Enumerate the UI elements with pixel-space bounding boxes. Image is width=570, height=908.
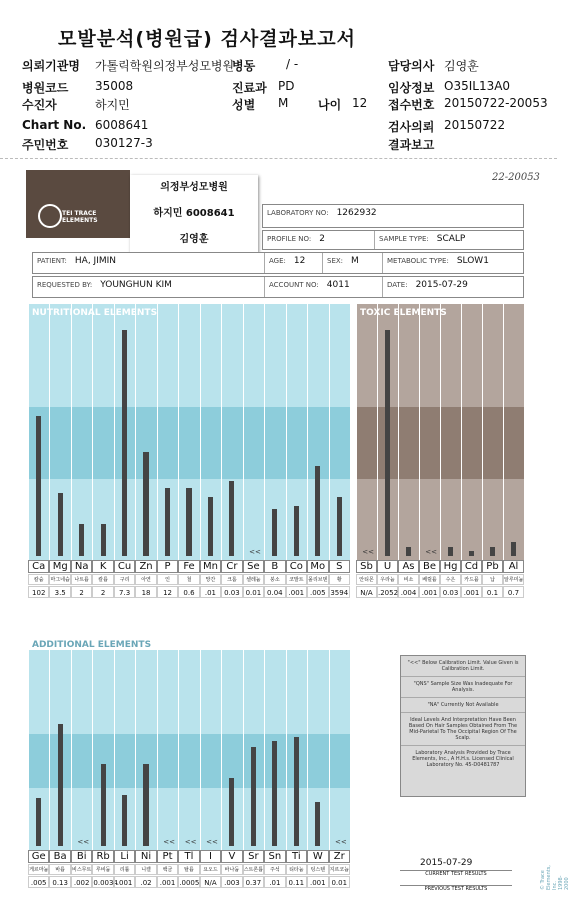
element-value: .02 xyxy=(135,876,156,888)
element-value: 0.03 xyxy=(221,586,242,598)
element-korean-name: 리튬 xyxy=(114,864,135,875)
element-value: 2 xyxy=(71,586,92,598)
element-korean-name: 요오드 xyxy=(200,864,221,875)
element-value: 0.04 xyxy=(264,586,285,598)
globe-icon xyxy=(38,204,62,228)
element-column xyxy=(440,304,461,560)
hdr-value: 20150722-20053 xyxy=(444,96,548,110)
form-row-lab xyxy=(262,204,524,228)
element-value: .001 xyxy=(419,586,440,598)
hdr-value: / - xyxy=(286,57,299,71)
lab-no: 1262932 xyxy=(336,208,377,218)
element-korean-name: 철 xyxy=(178,574,199,585)
form-label: LABORATORY NO: xyxy=(267,209,329,217)
element-column xyxy=(461,304,482,560)
element-bar xyxy=(143,452,148,556)
hdr-value: 12 xyxy=(352,96,368,110)
toxic-title: TOXIC ELEMENTS xyxy=(360,308,447,318)
element-symbol: Cr xyxy=(221,560,242,573)
element-bar xyxy=(101,764,106,846)
element-symbol: Sb xyxy=(356,560,377,573)
element-symbol: Cd xyxy=(461,560,482,573)
element-symbol: Ca xyxy=(28,560,49,573)
hdr-label: 병원코드 xyxy=(22,81,69,95)
element-value: .001 xyxy=(307,876,328,888)
element-korean-name: 티타늄 xyxy=(286,864,307,875)
element-symbol: As xyxy=(398,560,419,573)
element-value: 0.0034 xyxy=(92,876,113,888)
element-symbol: Ge xyxy=(28,850,49,863)
element-symbol: Co xyxy=(286,560,307,573)
element-symbol: Rb xyxy=(92,850,113,863)
element-column xyxy=(419,304,440,560)
nutritional-elements-chart xyxy=(28,304,350,560)
below-limit-mark: << xyxy=(249,548,261,556)
nutritional-title: NUTRITIONAL ELEMENTS xyxy=(32,308,158,318)
copyright: © Trace Elements, Inc. 1998-2000 xyxy=(540,865,570,890)
element-column xyxy=(157,650,178,850)
hdr-label: 진료과 xyxy=(232,81,267,95)
sticker-patient: 하지민 6008641 xyxy=(153,208,235,219)
element-bar xyxy=(229,481,234,556)
note-text: "QNS" Sample Size Was Inadequate For Analysis. xyxy=(401,677,525,698)
element-korean-name: 탈륨 xyxy=(178,864,199,875)
hdr-value: 김영훈 xyxy=(444,59,479,73)
form-row-request xyxy=(32,276,524,298)
element-column xyxy=(398,304,419,560)
below-limit-mark: << xyxy=(77,838,90,846)
metabolic-type: SLOW1 xyxy=(456,256,489,266)
hdr-label: 접수번호 xyxy=(388,98,435,112)
element-korean-name: 인 xyxy=(157,574,178,585)
hdr-label: 성별 xyxy=(232,98,256,112)
element-korean-name: 백금 xyxy=(157,864,178,875)
hdr-label: 검사의뢰 xyxy=(388,120,435,134)
element-value: .004 xyxy=(398,586,419,598)
element-symbol: Pb xyxy=(482,560,503,573)
hdr-label: 병동 xyxy=(232,59,256,73)
element-symbol: Hg xyxy=(440,560,461,573)
element-column xyxy=(329,650,350,850)
element-korean-name: 셀레늄 xyxy=(243,574,264,585)
profile-no: 2 xyxy=(319,234,325,244)
below-limit-mark: << xyxy=(334,838,347,846)
note-text: Ideal Levels And Interpretation Have Been Based On Hair Samples Obtained From The Mid-Parietal To The Occipital Region Of The Scalp. xyxy=(401,713,525,746)
element-value: 0.1 xyxy=(482,586,503,598)
element-value: 3.5 xyxy=(49,586,70,598)
hdr-label: 담당의사 xyxy=(388,59,435,73)
hdr-value: 가톨릭학원의정부성모병원 xyxy=(95,59,235,73)
element-korean-name: 지르코늄 xyxy=(329,864,350,875)
patient-name: HA, JIMIN xyxy=(74,256,116,266)
form-row-patient xyxy=(32,252,524,274)
element-symbol: Tl xyxy=(178,850,199,863)
element-korean-name: 주석 xyxy=(264,864,285,875)
element-column xyxy=(71,304,92,560)
element-value: .001 xyxy=(157,876,178,888)
element-korean-name: 칼슘 xyxy=(28,574,49,585)
element-bar xyxy=(337,497,342,556)
element-value: 0.7 xyxy=(503,586,524,598)
element-korean-name: 스트론튬 xyxy=(243,864,264,875)
element-symbol: Ba xyxy=(49,850,70,863)
element-korean-name: 몰리브덴 xyxy=(307,574,328,585)
form-label: ACCOUNT NO: xyxy=(269,281,319,289)
element-bar xyxy=(36,416,41,556)
report-date: 2015-07-29 xyxy=(415,280,468,290)
element-symbol: B xyxy=(264,560,285,573)
element-korean-name: 루비듐 xyxy=(92,864,113,875)
sticker-doctor: 김영훈 xyxy=(179,234,209,245)
element-symbol: P xyxy=(157,560,178,573)
element-bar xyxy=(122,330,127,556)
element-symbol: Li xyxy=(114,850,135,863)
element-value: 0.01 xyxy=(329,876,350,888)
hdr-label: 임상정보 xyxy=(388,81,435,95)
element-bar xyxy=(315,802,320,846)
note-text: Laboratory Analysis Provided by Trace Elements, Inc., A H.H.s. Licensed Clinical Laboratory No. 45-D0481787 xyxy=(412,750,514,768)
footer-current: CURRENT TEST RESULTS xyxy=(400,870,512,877)
element-value: 102 xyxy=(28,586,49,598)
element-column xyxy=(243,304,264,560)
element-bar xyxy=(469,551,474,556)
element-symbol: Be xyxy=(419,560,440,573)
hdr-value: 6008641 xyxy=(95,118,149,132)
patient-sticker xyxy=(130,175,258,253)
element-bar xyxy=(229,778,234,846)
element-bar xyxy=(406,547,411,556)
note-text: "<<" Below Calibration Limit. Value Given is Calibration Limit. xyxy=(401,656,525,677)
element-column xyxy=(200,650,221,850)
element-korean-name: 비스무트 xyxy=(71,864,92,875)
element-column xyxy=(356,304,377,560)
element-korean-name: 게르마늄 xyxy=(28,864,49,875)
form-label: METABOLIC TYPE: xyxy=(387,257,449,265)
hdr-value: 20150722 xyxy=(444,118,506,132)
hdr-label: Chart No. xyxy=(22,118,87,132)
footer-previous: PREVIOUS TEST RESULTS xyxy=(400,885,512,892)
requested-by: YOUNGHUN KIM xyxy=(100,280,172,290)
hdr-label: 수진자 xyxy=(22,98,57,112)
hdr-value: PD xyxy=(278,79,295,93)
hdr-label: 나이 xyxy=(318,98,342,112)
element-symbol: Pt xyxy=(157,850,178,863)
element-symbol: I xyxy=(200,850,221,863)
element-symbol: Al xyxy=(503,560,524,573)
element-korean-name: 나트륨 xyxy=(71,574,92,585)
element-value: .2052 xyxy=(377,586,398,598)
form-label: SEX: xyxy=(327,257,344,265)
additional-elements-chart xyxy=(28,640,350,850)
toxic-elements-chart xyxy=(356,304,524,560)
element-korean-name: 황 xyxy=(329,574,350,585)
form-label: PATIENT: xyxy=(37,257,67,265)
element-korean-name: 마그네슘 xyxy=(49,574,70,585)
element-value: .001 xyxy=(114,876,135,888)
element-value: N/A xyxy=(356,586,377,598)
form-label: PROFILE NO: xyxy=(267,235,312,243)
element-value: 3594 xyxy=(329,586,350,598)
element-korean-name: 납 xyxy=(482,574,503,585)
element-korean-name: 코발트 xyxy=(286,574,307,585)
sample-type: SCALP xyxy=(436,234,466,244)
footer-date: 2015-07-29 xyxy=(420,858,473,868)
element-symbol: Sr xyxy=(243,850,264,863)
element-value: .01 xyxy=(264,876,285,888)
element-value: .005 xyxy=(307,586,328,598)
element-column xyxy=(178,650,199,850)
element-value: .003 xyxy=(221,876,242,888)
element-symbol: Sn xyxy=(264,850,285,863)
form-row-profile xyxy=(262,230,524,250)
element-symbol: W xyxy=(307,850,328,863)
element-bar xyxy=(272,509,277,556)
element-value: .001 xyxy=(286,586,307,598)
element-value: .0005 xyxy=(178,876,199,888)
element-bar xyxy=(143,764,148,846)
element-symbol: Na xyxy=(71,560,92,573)
element-bar xyxy=(122,795,127,846)
element-value: 0.6 xyxy=(178,586,199,598)
element-korean-name: 크롬 xyxy=(221,574,242,585)
element-symbol: Fe xyxy=(178,560,199,573)
element-korean-name: 베릴륨 xyxy=(419,574,440,585)
element-bar xyxy=(165,488,170,556)
form-label: SAMPLE TYPE: xyxy=(379,235,429,243)
sticker-hospital: 의정부성모병원 xyxy=(160,182,228,193)
element-korean-name: 알루미늄 xyxy=(503,574,524,585)
element-korean-name: 구리 xyxy=(114,574,135,585)
notes-box xyxy=(400,655,526,797)
element-value: 12 xyxy=(157,586,178,598)
element-value: .005 xyxy=(28,876,49,888)
element-bar xyxy=(58,724,63,846)
element-korean-name: 칼륨 xyxy=(92,574,113,585)
hdr-label: 주민번호 xyxy=(22,138,69,152)
element-symbol: K xyxy=(92,560,113,573)
hdr-value: 하지민 xyxy=(95,98,130,112)
hdr-label: 결과보고 xyxy=(388,138,435,152)
element-bar xyxy=(208,497,213,556)
below-limit-mark: << xyxy=(362,548,375,556)
form-label: DATE: xyxy=(387,281,408,289)
element-bar xyxy=(186,488,191,556)
element-symbol: V xyxy=(221,850,242,863)
element-symbol: Mn xyxy=(200,560,221,573)
element-korean-name: 카드뮴 xyxy=(461,574,482,585)
element-bar xyxy=(294,737,299,846)
element-value: 18 xyxy=(135,586,156,598)
element-bar xyxy=(36,798,41,846)
element-korean-name: 아연 xyxy=(135,574,156,585)
hdr-value: 35008 xyxy=(95,79,134,93)
element-value: 0.03 xyxy=(440,586,461,598)
account-no: 4011 xyxy=(326,280,350,290)
element-korean-name: 텅스텐 xyxy=(307,864,328,875)
element-korean-name: 붕소 xyxy=(264,574,285,585)
additional-title: ADDITIONAL ELEMENTS xyxy=(32,640,152,650)
element-column xyxy=(71,650,92,850)
element-bar xyxy=(315,466,320,556)
element-symbol: Mg xyxy=(49,560,70,573)
divider xyxy=(0,158,557,159)
element-korean-name: 니켈 xyxy=(135,864,156,875)
element-value: 0.11 xyxy=(286,876,307,888)
element-symbol: Mo xyxy=(307,560,328,573)
element-korean-name: 바나듐 xyxy=(221,864,242,875)
element-bar xyxy=(490,547,495,556)
element-bar xyxy=(251,747,256,846)
element-bar xyxy=(511,542,516,556)
element-symbol: U xyxy=(377,560,398,573)
note-text: "NA" Currently Not Available xyxy=(401,698,525,713)
hdr-value: O35IL13A0 xyxy=(444,79,511,93)
element-symbol: Zn xyxy=(135,560,156,573)
element-column xyxy=(482,304,503,560)
below-limit-mark: << xyxy=(425,548,438,556)
element-value: .01 xyxy=(200,586,221,598)
element-symbol: Bi xyxy=(71,850,92,863)
element-symbol: Zr xyxy=(329,850,350,863)
patient-age: 12 xyxy=(293,256,306,266)
element-value: N/A xyxy=(200,876,221,888)
form-label: REQUESTED BY: xyxy=(37,281,93,289)
hdr-value: M xyxy=(278,96,289,110)
element-bar xyxy=(385,330,390,556)
element-bar xyxy=(448,547,453,556)
element-value: 0.37 xyxy=(243,876,264,888)
logo-text: TEI TRACE ELEMENTS xyxy=(62,210,98,224)
element-bar xyxy=(79,524,84,556)
handwritten-note: 22-20053 xyxy=(492,172,540,183)
report-title: 모발분석(병원급) 검사결과보고서 xyxy=(58,28,356,50)
form-label: AGE: xyxy=(269,257,286,265)
element-column xyxy=(503,304,524,560)
element-korean-name: 망간 xyxy=(200,574,221,585)
element-korean-name: 수은 xyxy=(440,574,461,585)
element-value: 7.3 xyxy=(114,586,135,598)
element-bar xyxy=(58,493,63,556)
element-value: 0.01 xyxy=(243,586,264,598)
element-symbol: S xyxy=(329,560,350,573)
below-limit-mark: << xyxy=(163,838,175,846)
element-korean-name: 안티몬 xyxy=(356,574,377,585)
element-bar xyxy=(101,524,106,556)
hdr-value: 030127-3 xyxy=(95,136,153,150)
element-bar xyxy=(294,506,299,556)
element-korean-name: 바륨 xyxy=(49,864,70,875)
element-value: 0.13 xyxy=(49,876,70,888)
hdr-label: 의뢰기관명 xyxy=(22,59,80,73)
element-korean-name: 우라늄 xyxy=(377,574,398,585)
element-value: .002 xyxy=(71,876,92,888)
lab-logo xyxy=(26,170,130,238)
element-symbol: Ni xyxy=(135,850,156,863)
element-symbol: Ti xyxy=(286,850,307,863)
element-symbol: Cu xyxy=(114,560,135,573)
element-symbol: Se xyxy=(243,560,264,573)
element-bar xyxy=(272,741,277,846)
element-value: 2 xyxy=(92,586,113,598)
element-value: .001 xyxy=(461,586,482,598)
element-column xyxy=(92,304,113,560)
below-limit-mark: << xyxy=(206,838,218,846)
element-korean-name: 비소 xyxy=(398,574,419,585)
patient-sex: M xyxy=(351,256,359,266)
below-limit-mark: << xyxy=(184,838,197,846)
